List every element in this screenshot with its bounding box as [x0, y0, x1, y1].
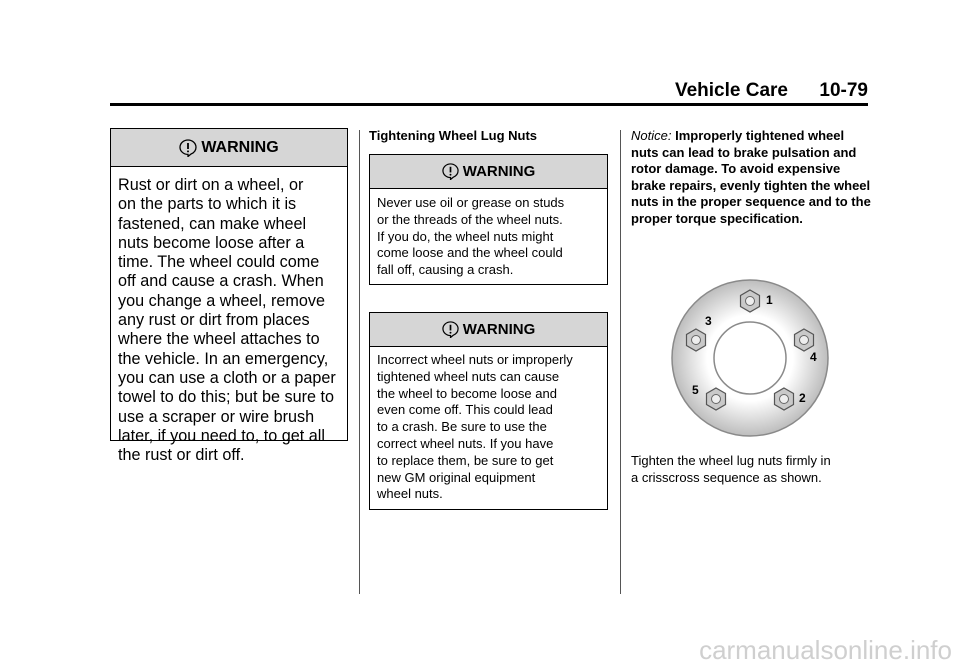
oil-grease-warning-box [369, 154, 608, 285]
header-rule [110, 103, 868, 106]
lug-label-4: 4 [810, 350, 817, 364]
warning-header [111, 129, 347, 167]
page-number: 10-79 [819, 80, 868, 101]
lug-nut-2 [775, 388, 794, 410]
lug-label-3: 3 [705, 314, 712, 328]
warning-body: Incorrect wheel nuts or improperly tightened wheel nuts can cause the wheel to become loose and even come off. This could lead to a crash. Be sure to use the correct wheel nuts. If you have to replace them, be sure to get new GM original equipment wheel nuts. [377, 352, 573, 502]
column-divider-2 [620, 130, 621, 594]
warning-title: WARNING [201, 138, 279, 156]
notice-text: Improperly tightened wheel nuts can lead to brake pulsation and rotor damage. To avoid expensive brake repairs, evenly tighten the wheel nuts in the proper sequence and to the proper torque specification. [631, 128, 871, 226]
wheel-nuts-warning-box [369, 312, 608, 510]
notice-label: Notice: [631, 128, 672, 143]
warning-title: WARNING [462, 163, 536, 180]
warning-title: WARNING [462, 321, 536, 338]
notice-paragraph [631, 128, 871, 228]
watermark: carmanualsonline.info [699, 635, 952, 665]
lug-label-5: 5 [692, 383, 699, 397]
lug-nut-3 [687, 329, 706, 351]
warning-icon [442, 163, 459, 180]
center-bore [714, 322, 786, 394]
warning-icon [442, 321, 459, 338]
warning-header [370, 313, 607, 347]
column-divider-1 [359, 130, 360, 594]
lug-nut-sequence-diagram [670, 278, 830, 438]
lug-label-1: 1 [766, 293, 773, 307]
section-heading: Tightening Wheel Lug Nuts [369, 128, 538, 143]
warning-body: Rust or dirt on a wheel, or on the parts to which it is fastened, can make wheel nuts become loose after a time. The wheel could come off and cause a crash. When you change a wheel, remove any rust or dirt from places where the wheel attaches to the vehicle. In an emergency, you can use a cloth or a paper towel to do this; but be sure to use a scraper or wire brush later, if you need to, to get all the rust or dirt off. [118, 176, 336, 465]
rust-warning-box [110, 128, 348, 465]
warning-header [370, 155, 607, 189]
warning-icon [179, 139, 197, 157]
lug-nut-5 [707, 388, 726, 410]
diagram-caption: Tighten the wheel lug nuts firmly in a crisscross sequence as shown. [631, 453, 831, 485]
lug-label-2: 2 [799, 391, 806, 405]
lug-nut-1 [741, 290, 760, 312]
section-title: Vehicle Care [674, 80, 788, 101]
lug-nut-4 [795, 329, 814, 351]
warning-body: Never use oil or grease on studs or the threads of the wheel nuts. If you do, the wheel nuts might come loose and the wheel could fall off, causing a crash. [377, 195, 565, 278]
